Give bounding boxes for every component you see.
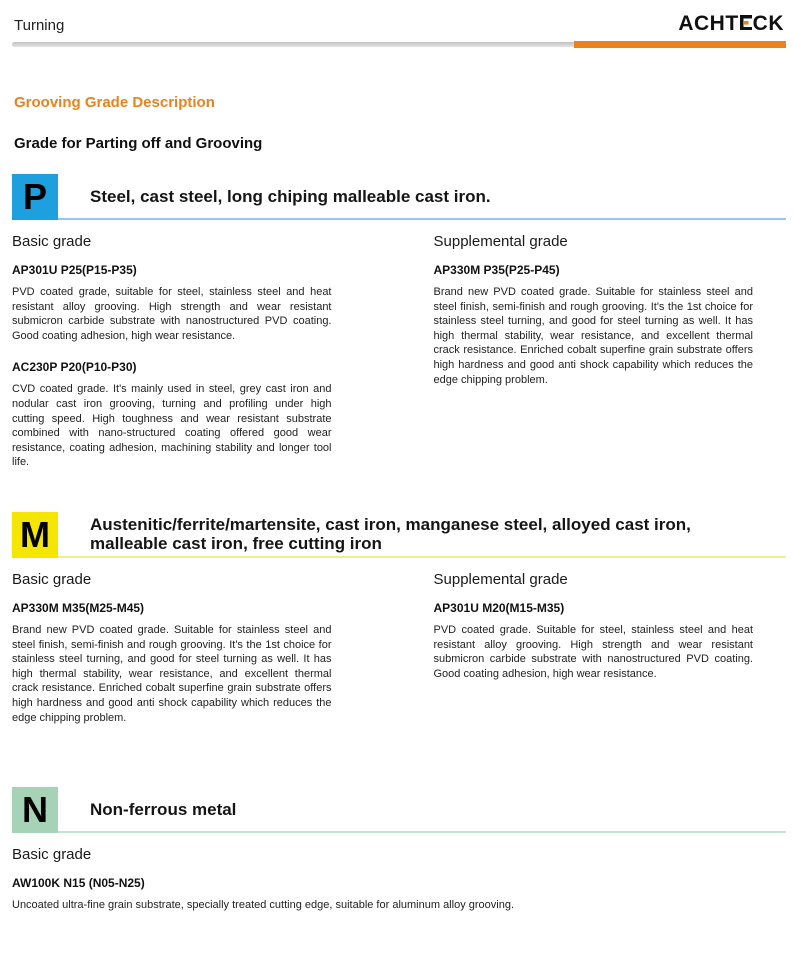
section-m-columns	[12, 571, 786, 725]
brand-logo	[678, 13, 784, 34]
grade-name: AP330M M35(M25-M45)	[12, 600, 145, 615]
section-m-basic-column	[12, 571, 332, 725]
header-divider	[12, 41, 786, 48]
grade-description: CVD coated grade. It's mainly used in steel, grey cast iron and nodular cast iron grooving, turning and profiling under high cutting speed. High toughness and wear resistant substrate combined with nano-structured coating offered good wear resistance, coating adhesion, machining stability and longer tool life.	[12, 383, 332, 469]
grade-description: Uncoated ultra-fine grain substrate, specially treated cutting edge, suitable for aluminum alloy grooving.	[12, 899, 514, 912]
grade-name: AW100K N15 (N05-N25)	[12, 876, 145, 891]
grade-description: Brand new PVD coated grade. Suitable for stainless steel and steel finish, semi-finish and rough grooving. It's the 1st choice for stainless steel turning, and good for steel turning as well. It has high thermal stability, wear resistance, and excellent thermal crack resistance. Enriched cobalt superfine grain substrate offers high hardness and good anti shock capability which reduces the edge chipping problem.	[12, 623, 332, 724]
section-m-heading-wrap	[58, 512, 786, 558]
grade-name: AP330M P35(P25-P45)	[433, 263, 560, 277]
section-n-basic-column	[12, 846, 786, 913]
section-m-supplemental-column	[434, 571, 754, 725]
section-n	[12, 787, 786, 913]
grade-description: Brand new PVD coated grade. Suitable for stainless steel and steel finish, semi-finish and rough grooving. It's the 1st choice for stainless steel turning, and good for steel turning as well. It has high thermal stability, wear resistance, and excellent thermal crack resistance. Enriched cobalt superfine grain substrate offers high hardness and good anti shock capability which reduces the edge chipping problem.	[433, 286, 753, 386]
page-subtitle: Grade for Parting off and Grooving	[14, 135, 263, 152]
page-title: Grooving Grade Description	[14, 94, 215, 111]
brand-logo-text-left: ACHT	[678, 12, 739, 35]
grade-block	[434, 263, 754, 387]
section-p-header	[12, 174, 786, 220]
section-m	[12, 512, 786, 725]
section-p	[12, 174, 786, 470]
section-p-columns	[12, 233, 786, 470]
grade-badge-p: P	[12, 174, 58, 220]
supplemental-grade-label: Supplemental grade	[433, 570, 568, 588]
section-m-heading: Austenitic/ferrite/martensite, cast iron, manganese steel, alloyed cast iron, malleable cast iron, free cutting iron	[90, 514, 691, 553]
grade-description: PVD coated grade. Suitable for steel, stainless steel and heat resistant alloy grooving. High strength and wear resistant submicron carbide substrate with nanostructured PVD coating. Good coating adhesion, high wear resistance.	[433, 623, 753, 680]
basic-grade-label: Basic grade	[12, 233, 92, 250]
grade-description: PVD coated grade, suitable for steel, stainless steel and heat resistant alloy grooving. High strength and wear resistant submicron carbide substrate with nanostructured PVD coating. Good coating adhesion, high wear resistance.	[12, 286, 332, 342]
basic-grade-label: Basic grade	[12, 846, 92, 864]
grade-block	[12, 263, 332, 343]
brand-logo-letter-e-icon	[740, 15, 752, 30]
supplemental-grade-label: Supplemental grade	[433, 233, 568, 250]
grade-block	[12, 876, 753, 913]
basic-grade-label: Basic grade	[12, 570, 92, 588]
section-n-heading-wrap	[58, 787, 786, 833]
grade-name: AP301U P25(P15-P35)	[12, 263, 137, 277]
section-m-header	[12, 512, 786, 558]
grade-block	[12, 601, 332, 725]
section-p-basic-column	[12, 233, 332, 470]
page-header	[12, 0, 786, 34]
header-divider-accent	[574, 41, 786, 48]
grade-block	[12, 360, 332, 470]
section-n-heading: Non-ferrous metal	[90, 799, 237, 819]
section-n-header	[12, 787, 786, 833]
grade-name: AC230P P20(P10-P30)	[12, 360, 137, 375]
page-label: Turning	[14, 17, 65, 34]
section-p-heading-wrap	[58, 174, 786, 220]
section-p-supplemental-column	[434, 233, 754, 470]
grade-block	[434, 601, 754, 681]
brand-logo-text-right: CK	[752, 12, 784, 35]
header-divider-gray	[12, 42, 577, 47]
grade-badge-n: N	[12, 787, 58, 833]
section-p-heading: Steel, cast steel, long chiping malleable cast iron.	[90, 186, 491, 206]
grade-badge-m: M	[12, 512, 58, 558]
grade-name: AP301U M20(M15-M35)	[433, 600, 565, 615]
